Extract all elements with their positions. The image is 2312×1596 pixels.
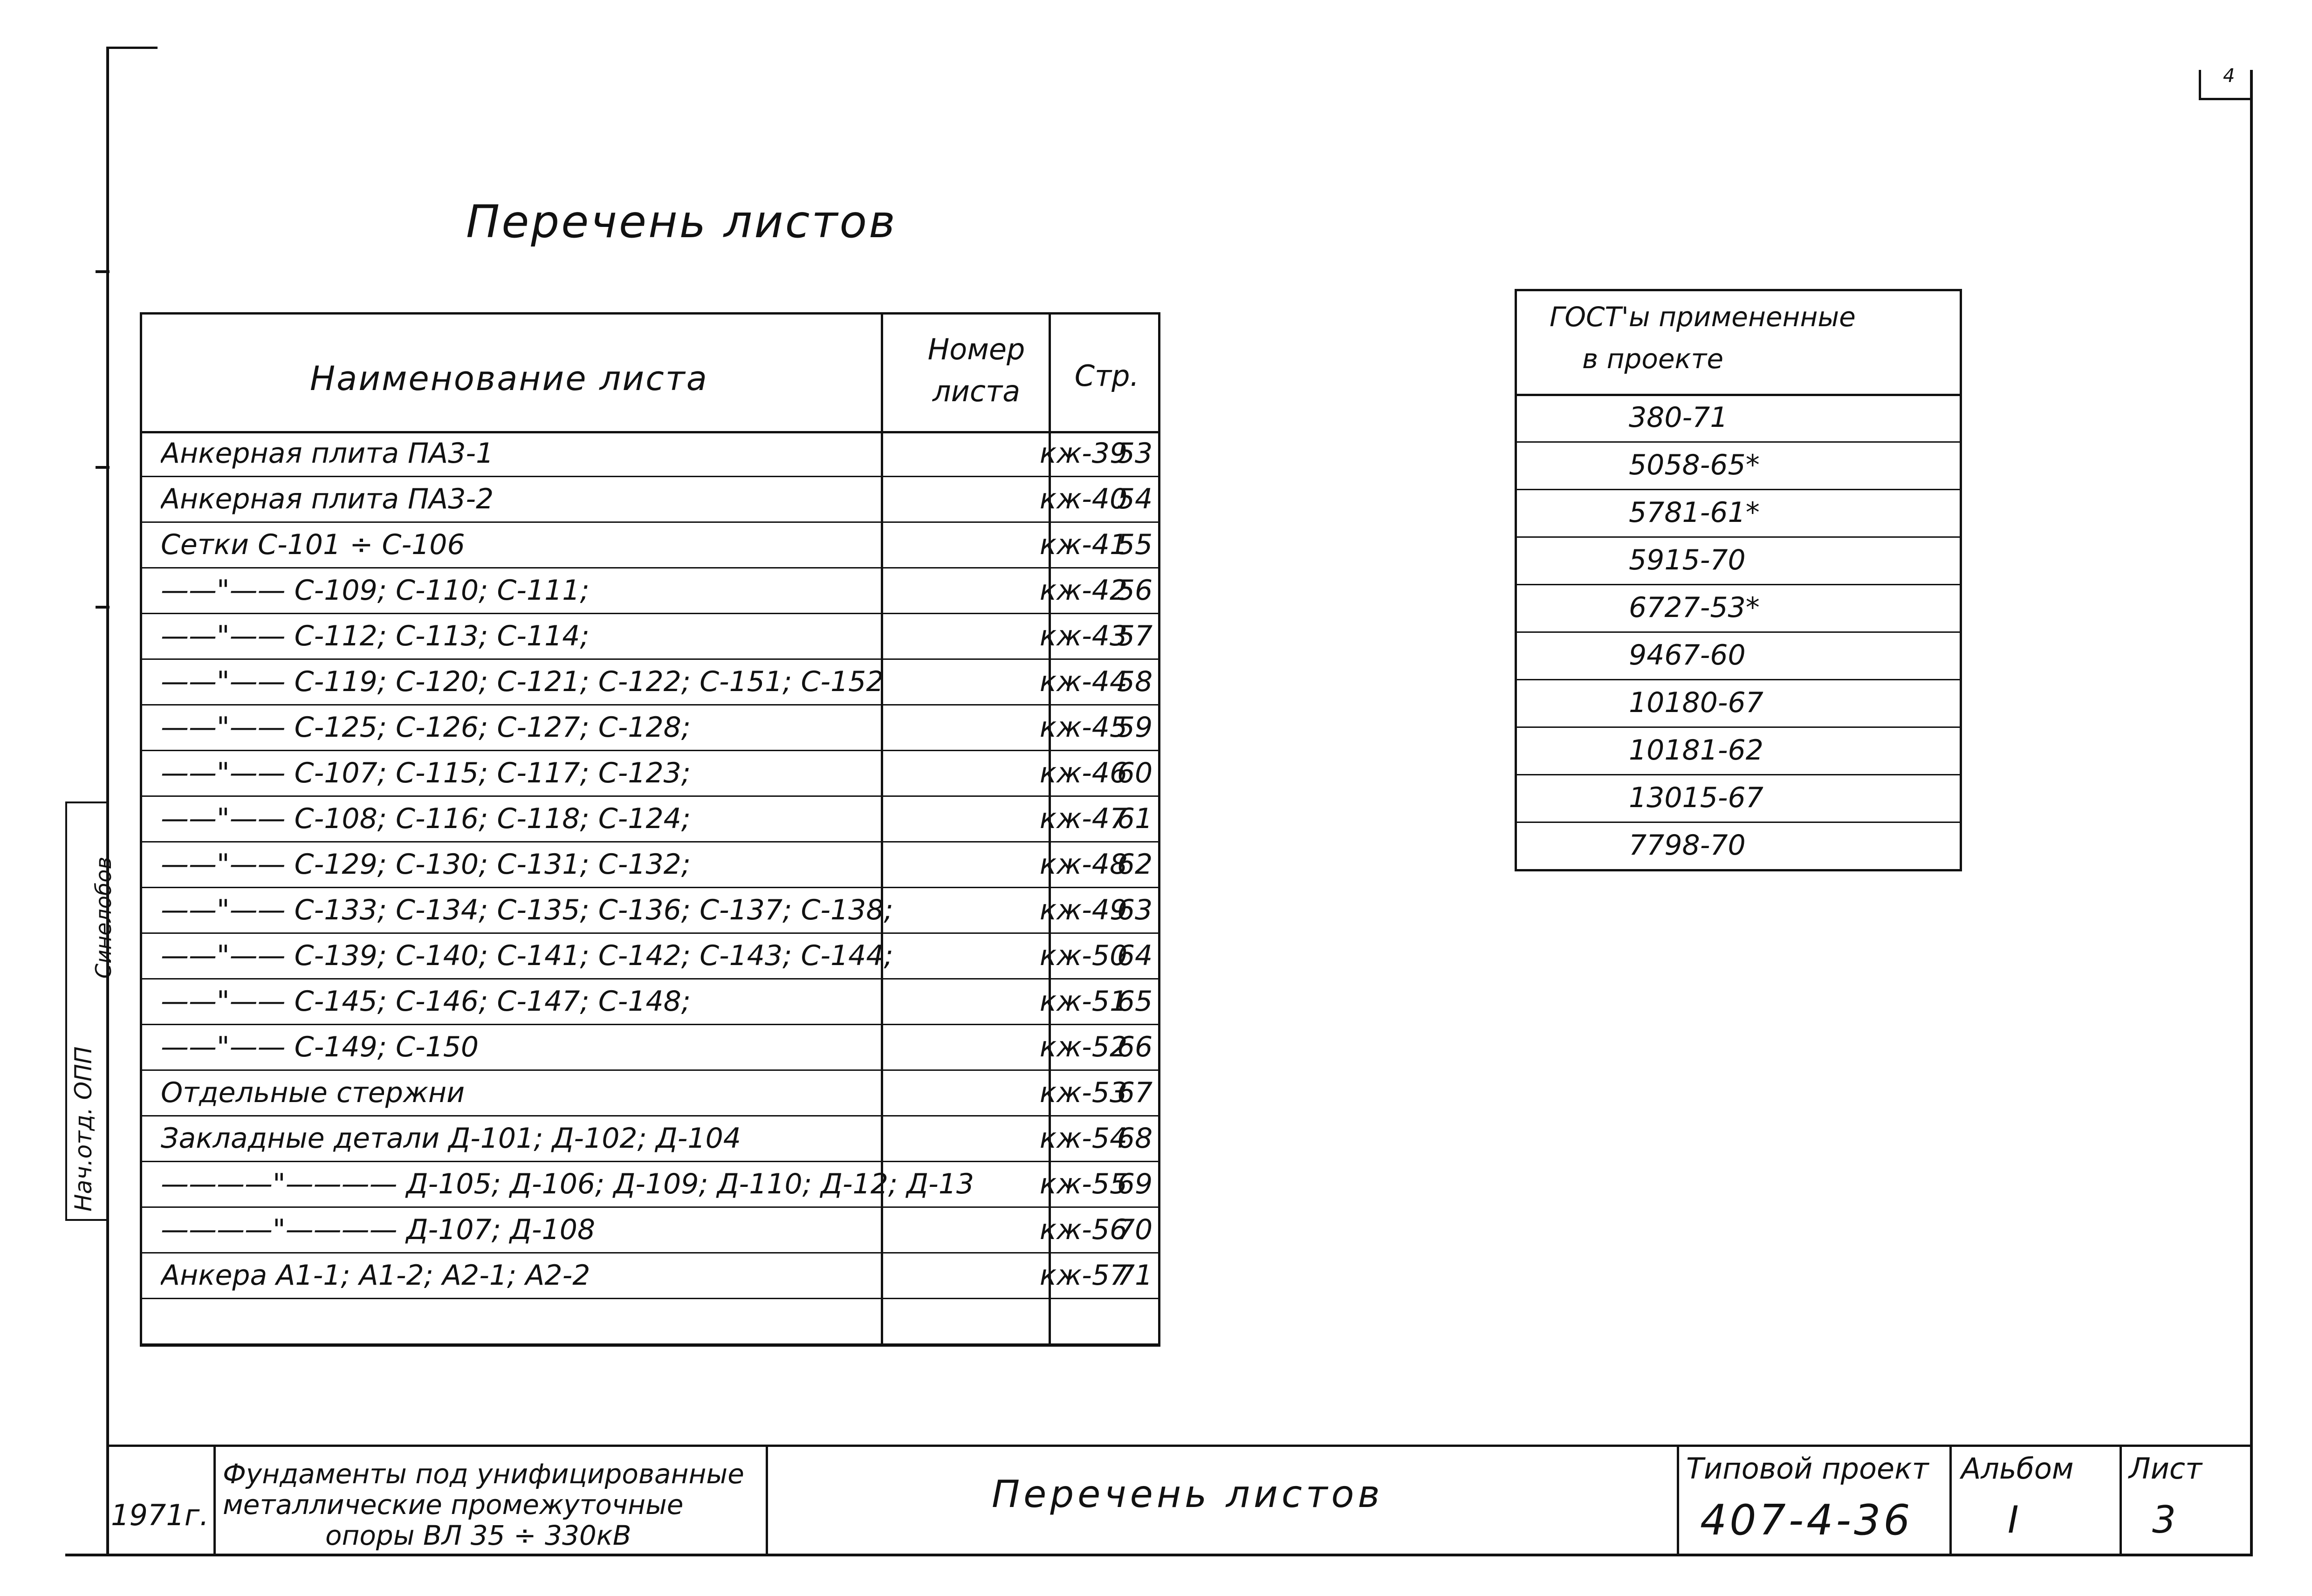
sheet-page: 60: [1117, 757, 1153, 789]
title-block: [106, 1445, 2253, 1556]
sheet-number: кж-53: [1039, 1076, 1128, 1109]
sheet-page: 65: [1117, 985, 1153, 1018]
gost-number: 10181-62: [1629, 734, 1763, 767]
gost-number: 5915-70: [1629, 544, 1746, 576]
sheet-page: 64: [1117, 939, 1153, 972]
sheet-name: ——"—— С-109; С-110; С-111;: [161, 574, 590, 607]
sheet-number: кж-57: [1039, 1259, 1128, 1292]
gost-number: 10180-67: [1629, 686, 1763, 719]
sheet-page: 61: [1117, 802, 1153, 835]
sheet-page: 57: [1117, 620, 1153, 652]
gost-row: [1517, 726, 1960, 775]
sheet-number: кж-56: [1039, 1213, 1128, 1246]
sheet-name: ——"—— С-112; С-113; С-114;: [161, 620, 590, 652]
gost-number: 6727-53*: [1629, 591, 1760, 624]
sheet-name: Закладные детали Д-101; Д-102; Д-104: [161, 1122, 741, 1155]
sheet-name: Сетки С-101 ÷ С-106: [161, 528, 465, 561]
stamp-sheet-value: 3: [2152, 1498, 2176, 1541]
sheet-number: кж-46: [1039, 757, 1128, 789]
sheet-number: кж-43: [1039, 620, 1128, 652]
sheet-name: ——"—— С-108; С-116; С-118; С-124;: [161, 802, 691, 835]
sheet-number: кж-48: [1039, 848, 1128, 881]
sheet-row: [142, 751, 1158, 797]
stamp-desc-line: Фундаменты под унифицированные: [223, 1458, 744, 1490]
gost-row: [1517, 394, 1960, 443]
sheet-row: [142, 1025, 1158, 1071]
sheet-name: Отдельные стержни: [161, 1076, 465, 1109]
sheet-page: 68: [1117, 1122, 1153, 1155]
gost-row: [1517, 822, 1960, 870]
sheet-number: кж-47: [1039, 802, 1128, 835]
stamp-divider: [213, 1447, 216, 1556]
stamp-sheet-label: Лист: [2129, 1452, 2202, 1486]
sheet-row: [142, 568, 1158, 614]
sheet-name: [161, 1299, 1018, 1343]
margin-tick: [96, 606, 110, 609]
sheet-row: [142, 1116, 1158, 1162]
sheet-row: [142, 659, 1158, 706]
signature-dept: Нач.отд. ОПП: [70, 1046, 97, 1212]
sheet-name: Анкерная плита ПА3-1: [161, 437, 494, 470]
sheet-row: [142, 614, 1158, 660]
sheet-number: кж-40: [1039, 483, 1128, 515]
sheet-page: 62: [1117, 848, 1153, 881]
sheet-page: 67: [1117, 1076, 1153, 1109]
margin-tick: [96, 270, 110, 273]
sheet-row: [142, 1299, 1158, 1345]
gost-row: [1517, 441, 1960, 490]
stamp-divider: [2120, 1447, 2122, 1556]
sheets-table: [140, 312, 1160, 1347]
header-number-line2: листа: [932, 374, 1021, 408]
stamp-album-value: I: [2008, 1498, 2019, 1541]
sheet-page: 55: [1117, 528, 1153, 561]
sheet-page: 59: [1117, 711, 1153, 744]
sheet-row: [142, 933, 1158, 980]
sheet-name: ——"—— С-149; С-150: [161, 1031, 479, 1063]
header-name: Наименование листа: [310, 359, 708, 398]
gost-row: [1517, 536, 1960, 585]
sheet-page: [1051, 1299, 1219, 1343]
sheet-name: Анкерная плита ПА3-2: [161, 483, 494, 515]
stamp-title: Перечень листов: [992, 1473, 1384, 1516]
sheet-name: ——"—— С-119; С-120; С-121; С-122; С-151; С-152: [161, 665, 884, 698]
page-title: Перечень листов: [466, 196, 897, 248]
gost-number: 7798-70: [1629, 829, 1746, 862]
sheet-page: 53: [1117, 437, 1153, 470]
gost-row: [1517, 584, 1960, 633]
sheet-row: [142, 1253, 1158, 1299]
sheet-number: кж-42: [1039, 574, 1128, 607]
frame-right-border: [2250, 70, 2253, 1556]
sheet-page: 69: [1117, 1168, 1153, 1200]
sheet-page: 58: [1117, 665, 1153, 698]
sheet-page: 70: [1117, 1213, 1153, 1246]
sheet-row: [142, 431, 1158, 477]
sheet-row: [142, 522, 1158, 569]
margin-tick: [96, 466, 110, 469]
sheet-name: ——"—— С-107; С-115; С-117; С-123;: [161, 757, 691, 789]
sheet-name: ——"—— С-133; С-134; С-135; С-136; С-137; С-138;: [161, 894, 893, 926]
sheet-number: кж-41: [1039, 528, 1128, 561]
header-page: Стр.: [1074, 359, 1139, 393]
frame-top-tick: [106, 47, 158, 49]
sheet-name: ——"—— С-145; С-146; С-147; С-148;: [161, 985, 691, 1018]
sheet-number: кж-49: [1039, 894, 1128, 926]
frame-left-border: [106, 47, 109, 1556]
sheet-name: ——"—— С-139; С-140; С-141; С-142; С-143; С-144;: [161, 939, 893, 972]
sheet-name: ——"—— С-129; С-130; С-131; С-132;: [161, 848, 691, 881]
sheet-row: [142, 1162, 1158, 1208]
gost-row: [1517, 489, 1960, 538]
sheet-number: кж-51: [1039, 985, 1128, 1018]
sheet-number: кж-44: [1039, 665, 1128, 698]
stamp-description: [223, 1459, 744, 1551]
sheet-page: 66: [1117, 1031, 1153, 1063]
stamp-divider: [1677, 1447, 1679, 1556]
stamp-divider: [766, 1447, 768, 1556]
sheet-number: кж-39: [1039, 437, 1128, 470]
stamp-divider: [1949, 1447, 1952, 1556]
sheets-table-header: [142, 315, 1158, 433]
gost-number: 380-71: [1629, 401, 1728, 434]
gost-header-text: [1550, 296, 1856, 380]
sheet-number: кж-55: [1039, 1168, 1128, 1200]
gost-number: 5058-65*: [1629, 449, 1760, 481]
sheet-row: [142, 477, 1158, 523]
sheet-row: [142, 1207, 1158, 1254]
sheet-number: кж-45: [1039, 711, 1128, 744]
header-number-line1: Номер: [927, 332, 1025, 366]
gost-table-header: [1517, 291, 1960, 396]
gost-number: 13015-67: [1629, 781, 1763, 814]
gost-row: [1517, 774, 1960, 823]
stamp-album-label: Альбом: [1961, 1452, 2074, 1486]
sheet-number: кж-54: [1039, 1122, 1128, 1155]
sheet-number: кж-50: [1039, 939, 1128, 972]
sheet-page: 54: [1117, 483, 1153, 515]
gost-header-line2: в проекте: [1582, 343, 1724, 375]
gost-row: [1517, 631, 1960, 680]
sheet-row: [142, 1070, 1158, 1117]
sheet-page: 71: [1117, 1259, 1153, 1292]
stamp-year: 1971г.: [111, 1498, 209, 1532]
stamp-project-label: Типовой проект: [1686, 1452, 1929, 1486]
header-number: [906, 329, 1046, 412]
signature-name: Синелобов: [91, 856, 116, 979]
sheet-row: [142, 705, 1158, 751]
gost-number: 5781-61*: [1629, 496, 1760, 529]
stamp-desc-line: металлические промежуточные: [223, 1489, 684, 1521]
gost-row: [1517, 679, 1960, 728]
sheet-name: ————"———— Д-105; Д-106; Д-109; Д-110; Д-12; Д-13: [161, 1168, 974, 1200]
sheet-row: [142, 979, 1158, 1025]
corner-page-number: 4: [2223, 65, 2235, 87]
sheet-row: [142, 842, 1158, 888]
sheet-row: [142, 888, 1158, 934]
sheet-number: кж-52: [1039, 1031, 1128, 1063]
sheet-page: 56: [1117, 574, 1153, 607]
gost-number: 9467-60: [1629, 639, 1746, 671]
gost-header-line1: ГОСТ'ы примененные: [1550, 301, 1856, 333]
sheet-name: ——"—— С-125; С-126; С-127; С-128;: [161, 711, 691, 744]
sheet-row: [142, 796, 1158, 843]
gost-table: [1515, 289, 1962, 871]
sheet-name: Анкера А1-1; А1-2; А2-1; А2-2: [161, 1259, 590, 1292]
stamp-desc-line: опоры ВЛ 35 ÷ 330кВ: [325, 1520, 631, 1551]
sheet-name: ————"———— Д-107; Д-108: [161, 1213, 596, 1246]
stamp-project-value: 407-4-36: [1700, 1496, 1913, 1545]
sheet-page: 63: [1117, 894, 1153, 926]
